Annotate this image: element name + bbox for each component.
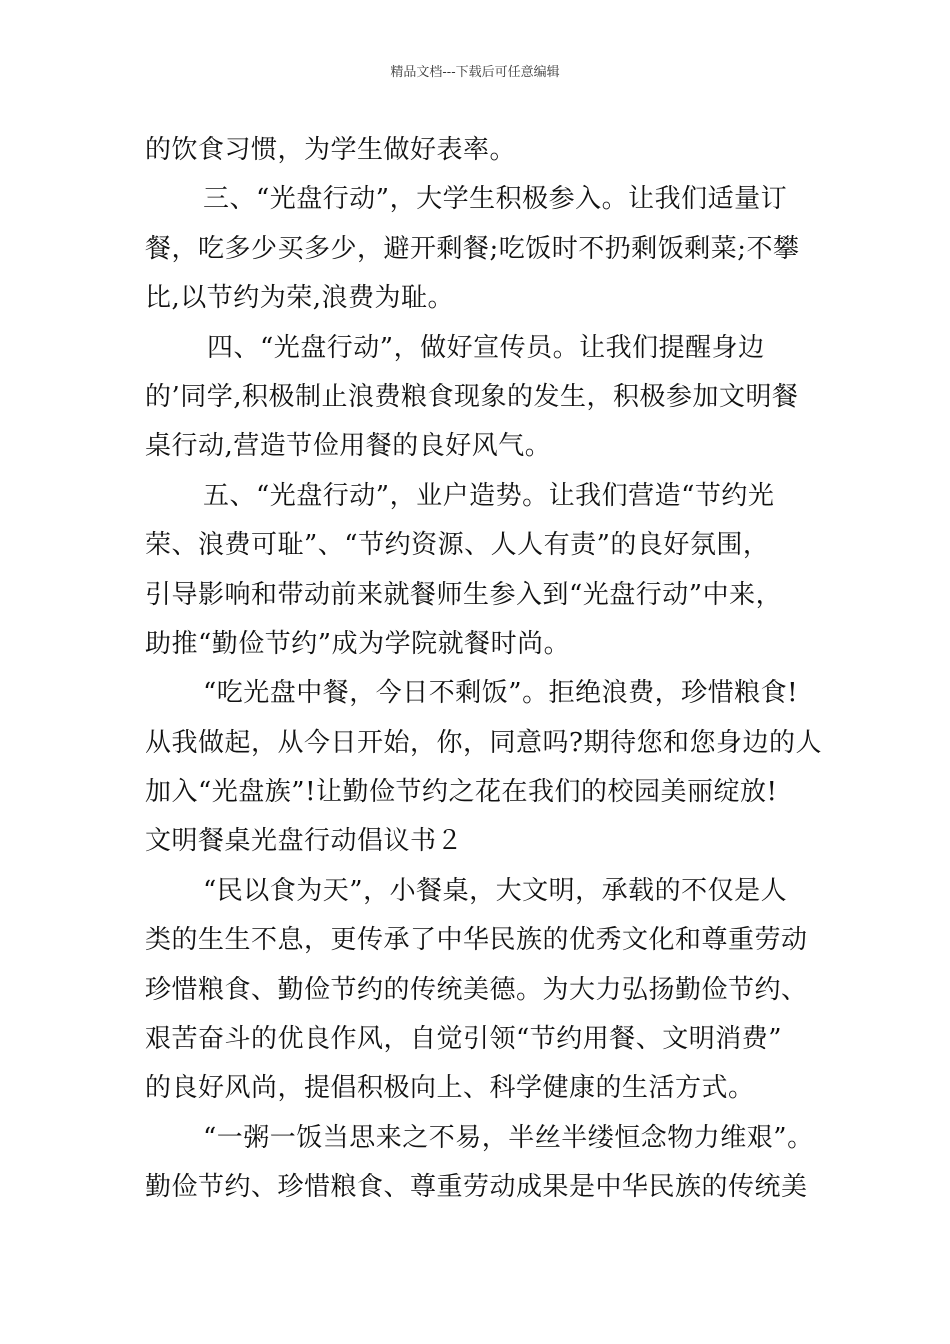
- paragraph-first-line: 三、“光盘行动”，大学生积极参入。让我们适量订: [203, 184, 788, 215]
- text-line: 从我做起，从今日开始，你，同意吗?期待您和您身边的人: [145, 727, 822, 758]
- paragraph-first-line: “一粥一饭当思来之不易，半丝半缕恒念物力维艰”。: [203, 1122, 814, 1153]
- paragraph-first-line: 四、“光盘行动”，做好宣传员。让我们提醒身边: [207, 332, 765, 363]
- text-line: 类的生生不息，更传承了中华民族的优秀文化和尊重劳动: [145, 925, 808, 956]
- text-line: 荣、浪费可耻”、“节约资源、人人有责”的良好氛围，: [145, 530, 770, 561]
- document-body: [145, 126, 865, 1213]
- text-line: 勤俭节约、珍惜粮食、尊重劳动成果是中华民族的传统美: [145, 1172, 808, 1203]
- text-line: 助推“勤俭节约”成为学院就餐时尚。: [145, 628, 571, 659]
- text-line: 桌行动,营造节俭用餐的良好风气。: [145, 431, 552, 462]
- paragraph-first-line: “吃光盘中餐，今日不剩饭”。拒绝浪费，珍惜粮食!: [203, 678, 799, 709]
- text-line: 的良好风尚，提倡积极向上、科学健康的生活方式。: [145, 1073, 755, 1104]
- text-line: 艰苦奋斗的优良作风，自觉引领“节约用餐、文明消费”: [145, 1024, 783, 1055]
- text-line: 餐，吃多少买多少，避开剩餐;吃饭时不扔剩饭剩菜;不攀: [145, 233, 800, 264]
- paragraph-first-line: “民以食为天”，小餐桌，大文明，承载的不仅是人: [203, 875, 788, 906]
- text-line: 比,以节约为荣,浪费为耻。: [145, 283, 455, 314]
- section-title: 文明餐桌光盘行动倡议书２: [145, 826, 464, 857]
- page-header: 精品文档---下载后可任意编辑: [390, 65, 560, 80]
- text-line: 珍惜粮食、勤俭节约的传统美德。为大力弘扬勤俭节约、: [145, 974, 808, 1005]
- text-line: 的’同学,积极制止浪费粮食现象的发生，积极参加文明餐: [145, 381, 799, 412]
- paragraph-first-line: 五、“光盘行动”，业户造势。让我们营造“节约光: [203, 480, 775, 511]
- text-line: 的饮食习惯，为学生做好表率。: [145, 135, 517, 165]
- text-line: 引导影响和带动前来就餐师生参入到“光盘行动”中来，: [145, 579, 783, 610]
- text-line: 加入“光盘族”!让勤俭节约之花在我们的校园美丽绽放!: [145, 777, 778, 808]
